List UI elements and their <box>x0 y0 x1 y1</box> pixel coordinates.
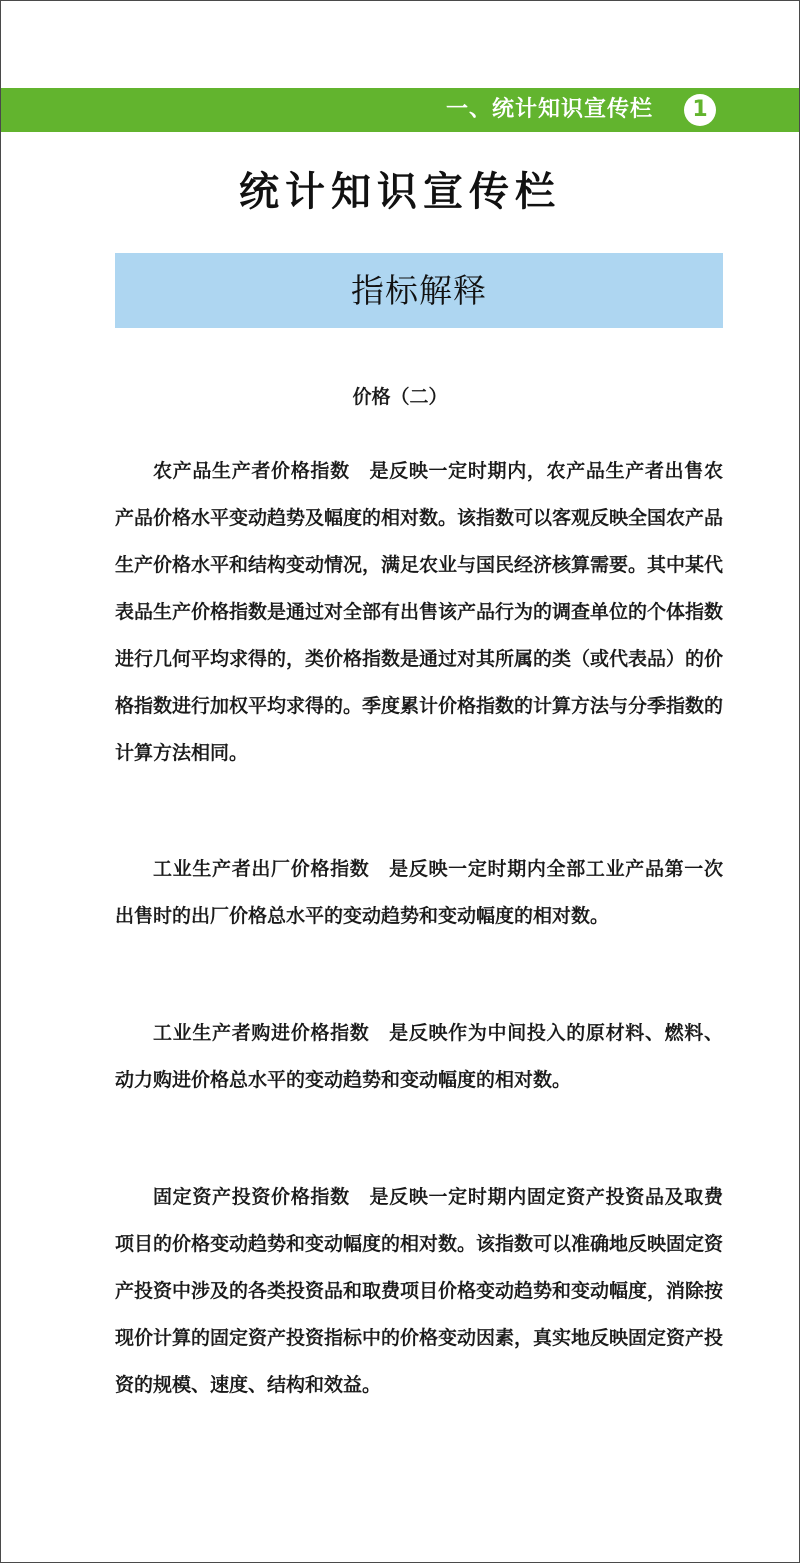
page-number-badge: 1 <box>684 94 716 126</box>
paragraph-producer-output-price-index <box>115 846 723 940</box>
subtitle-banner: 指标解释 <box>115 253 723 328</box>
paragraph-fixed-asset-price-index <box>115 1174 723 1409</box>
term-definition: 是反映一定时期内全部工业产品第一次出售时的出厂价格总水平的变动趋势和变动幅度的相对数。 <box>115 858 723 927</box>
paragraph-producer-input-price-index <box>115 1010 723 1104</box>
term-definition: 是反映一定时期内固定资产投资品及取费项目的价格变动趋势和变动幅度的相对数。该指数可以准确地反映固定资产投资中涉及的各类投资品和取费项目价格变动趋势和变动幅度，消除按现价计算的固定资产投资指标中的价格变动因素，真实地反映固定资产投资的规模、速度、结构和效益。 <box>115 1186 724 1396</box>
term-label: 固定资产投资价格指数 <box>153 1186 350 1208</box>
term-label: 工业生产者出厂价格指数 <box>153 858 370 880</box>
section-heading: 价格（二） <box>352 386 448 408</box>
section-header-bar <box>1 88 799 132</box>
page-title: 统计知识宣传栏 <box>239 168 561 215</box>
term-definition: 是反映作为中间投入的原材料、燃料、动力购进价格总水平的变动趋势和变动幅度的相对数。 <box>115 1022 723 1091</box>
term-label: 工业生产者购进价格指数 <box>153 1022 370 1044</box>
paragraph-agri-price-index <box>115 448 723 777</box>
section-header-label: 一、统计知识宣传栏 <box>445 97 653 122</box>
term-label: 农产品生产者价格指数 <box>153 460 350 482</box>
term-definition: 是反映一定时期内，农产品生产者出售农产品价格水平变动趋势及幅度的相对数。该指数可以客观反映全国农产品生产价格水平和结构变动情况，满足农业与国民经济核算需要。其中某代表品生产价格指数是通过对全部有出售该产品行为的调查单位的个体指数进行几何平均求得的，类价格指数是通过对其所属的类（或代表品）的价格指数进行加权平均求得的。季度累计价格指数的计算方法与分季指数的计算方法相同。 <box>115 460 724 764</box>
